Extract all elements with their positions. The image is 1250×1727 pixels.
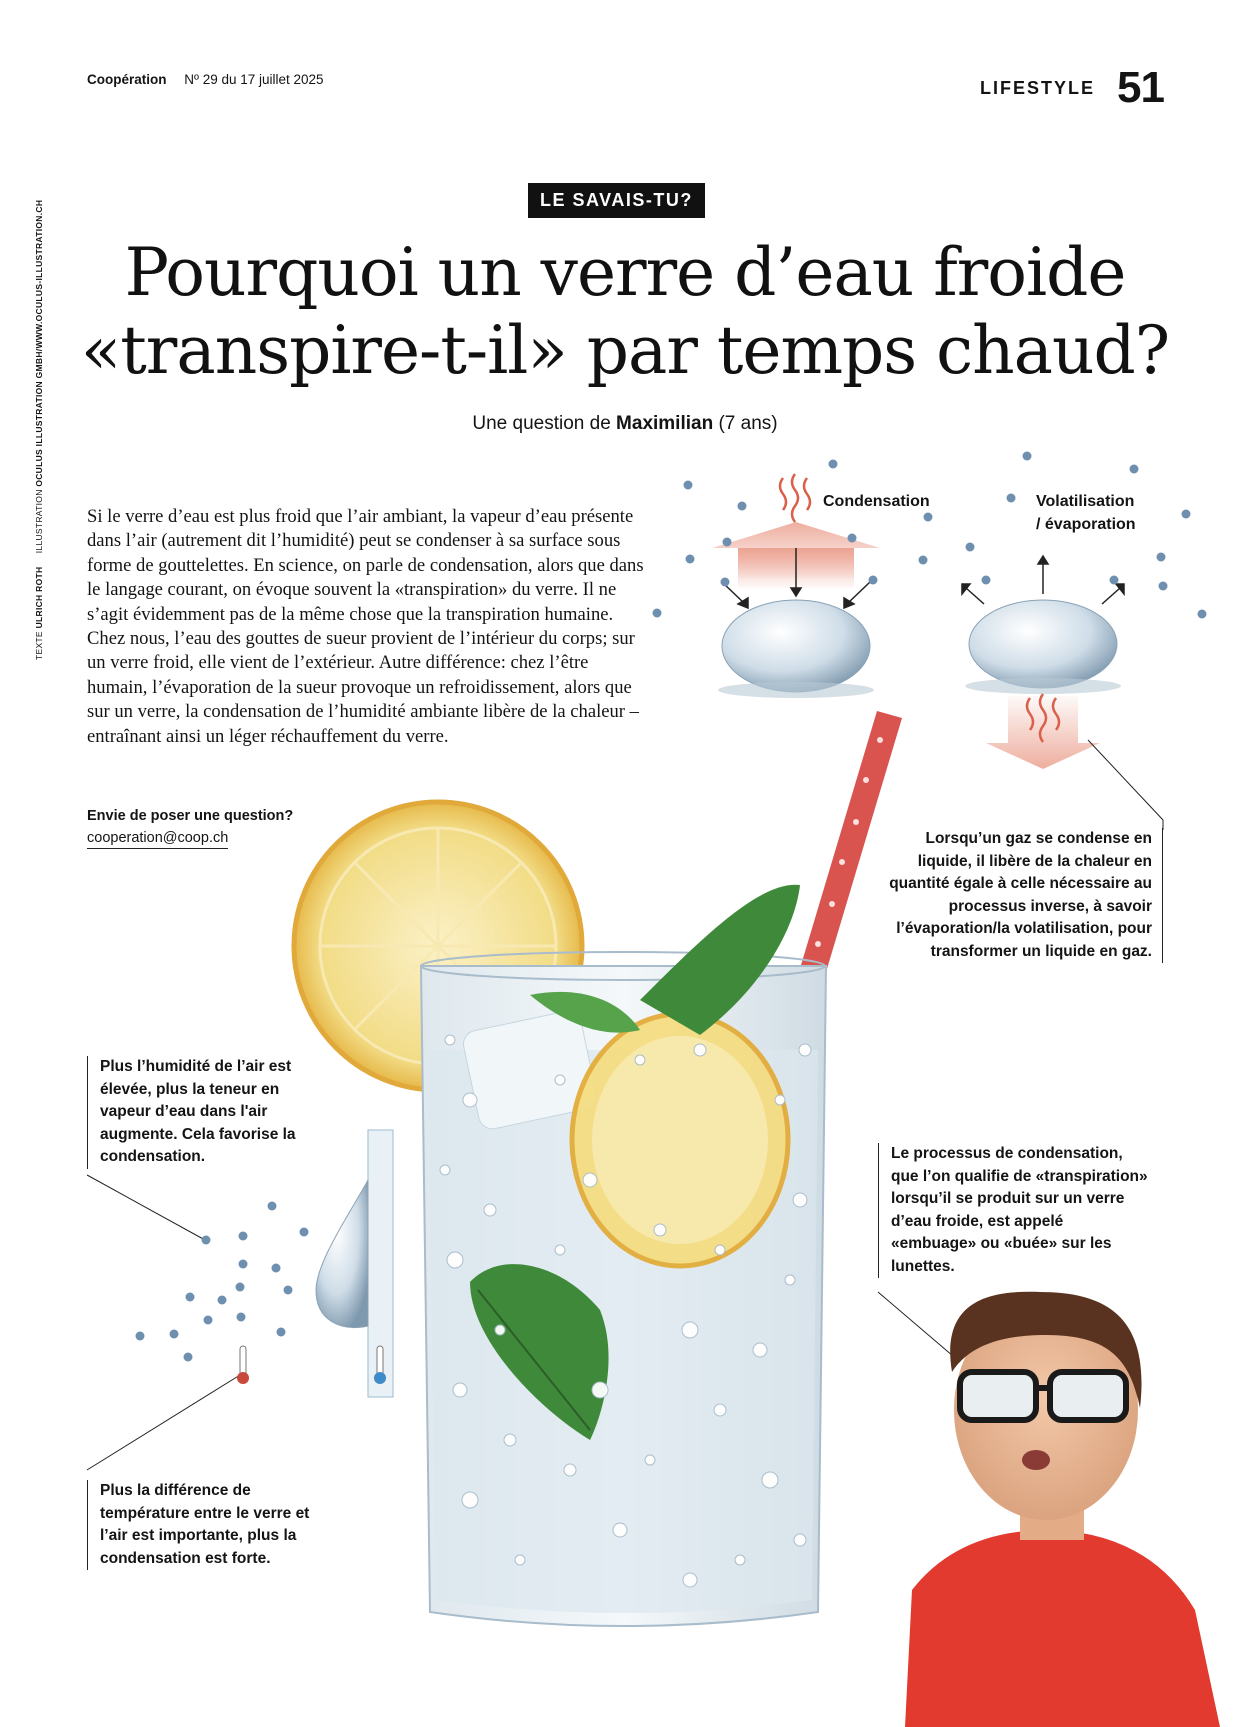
brand-name: Coopération — [87, 72, 167, 87]
heat-waves-icon — [780, 474, 810, 522]
condensation-label: Condensation — [823, 493, 930, 510]
email-link[interactable]: cooperation@coop.ch — [87, 830, 228, 849]
page-number: 51 — [1117, 63, 1164, 112]
gas-condensation-note: Lorsqu’un gaz se condense en liquide, il libère de la chaleur en quantité égale à celle nécessaire au processus inverse, à savoir l’évaporation/la volatilisation, pour transformer un liquide en gaz. — [880, 828, 1163, 963]
credit-text-author: ULRICH ROTH — [34, 566, 44, 629]
humidity-note: Plus l’humidité de l’air est élevée, plus la teneur en vapeur d’eau dans l'air augmente. Cela favorise la condensation. — [87, 1056, 310, 1169]
credit-text-label: TEXTE — [34, 631, 44, 660]
issue-info: Nº 29 du 17 juillet 2025 — [184, 72, 324, 87]
heat-arrow-volatilisation — [986, 696, 1100, 769]
volatilisation-label-line2: / évaporation — [1036, 516, 1136, 533]
water-drop-right — [969, 600, 1117, 688]
water-drop-left — [722, 600, 870, 692]
glasses-fog-note: Le processus de condensation, que l’on qualifie de «transpiration» lorsqu’il se produit sur un verre d’eau froide, est appelé «embuage» ou «buée» sur les lunettes. — [878, 1143, 1151, 1278]
title-line-2: «transpire-t-il» par temps chaud? — [80, 312, 1170, 389]
byline-prefix: Une question de — [472, 413, 611, 434]
byline — [0, 413, 1250, 435]
credit-illus-label: ILLUSTRATION — [34, 489, 44, 554]
article-body: Si le verre d’eau est plus froid que l’air ambiant, la vapeur d’eau présente dans l’air (autrement dit l’humidité) peut se condenser à sa surface sous forme de gouttelettes. En science, on parle de condensation, alors que dans le langage courant, on évoque souvent la «transpiration» du verre. Il ne s’agit évidemment pas de la même chose que la transpiration humaine. Chez nous, l’eau des gouttes de sueur provient de l’intérieur du corps; sur un verre froid, elle vient de l’extérieur. Autre différence: chez l’être humain, l’évaporation de la sueur provoque un refroidissement, alors que sur un verre, la condensation de l’humidité ambiante libère de la chaleur – entraînant ainsi un léger réchauffement du verre. — [87, 506, 644, 747]
question-prompt: Envie de poser une question? — [87, 808, 294, 824]
volatilisation-label-line1: Volatilisation — [1036, 493, 1135, 510]
glass-wall-cross-section — [316, 1130, 393, 1397]
credit-illus-author: OCULUS ILLUSTRATION GMBH/WWW.OCULUS-ILLUSTRATION.CH — [34, 199, 44, 487]
volatilisation-diagram — [962, 556, 1124, 769]
thermometer-warm-icon — [237, 1346, 249, 1384]
byline-name: Maximilian — [616, 413, 714, 434]
water-glass-icon — [421, 885, 826, 1626]
vapor-molecules-left — [136, 1202, 309, 1362]
title-line-1: Pourquoi un verre d’eau froide — [124, 234, 1126, 311]
temperature-note: Plus la différence de température entre le verre et l’air est importante, plus la condensation est forte. — [87, 1480, 330, 1570]
article-title — [0, 234, 1250, 390]
section-name: LIFESTYLE — [980, 77, 1096, 98]
kicker-badge: LE SAVAIS-TU? — [528, 183, 705, 218]
mouth — [1022, 1450, 1050, 1470]
byline-suffix: (7 ans) — [718, 413, 778, 434]
wall-water-drop — [316, 1180, 368, 1328]
red-shirt — [905, 1530, 1220, 1727]
boy-with-fogged-glasses — [905, 1292, 1220, 1727]
volatilisation-label — [1036, 490, 1136, 536]
